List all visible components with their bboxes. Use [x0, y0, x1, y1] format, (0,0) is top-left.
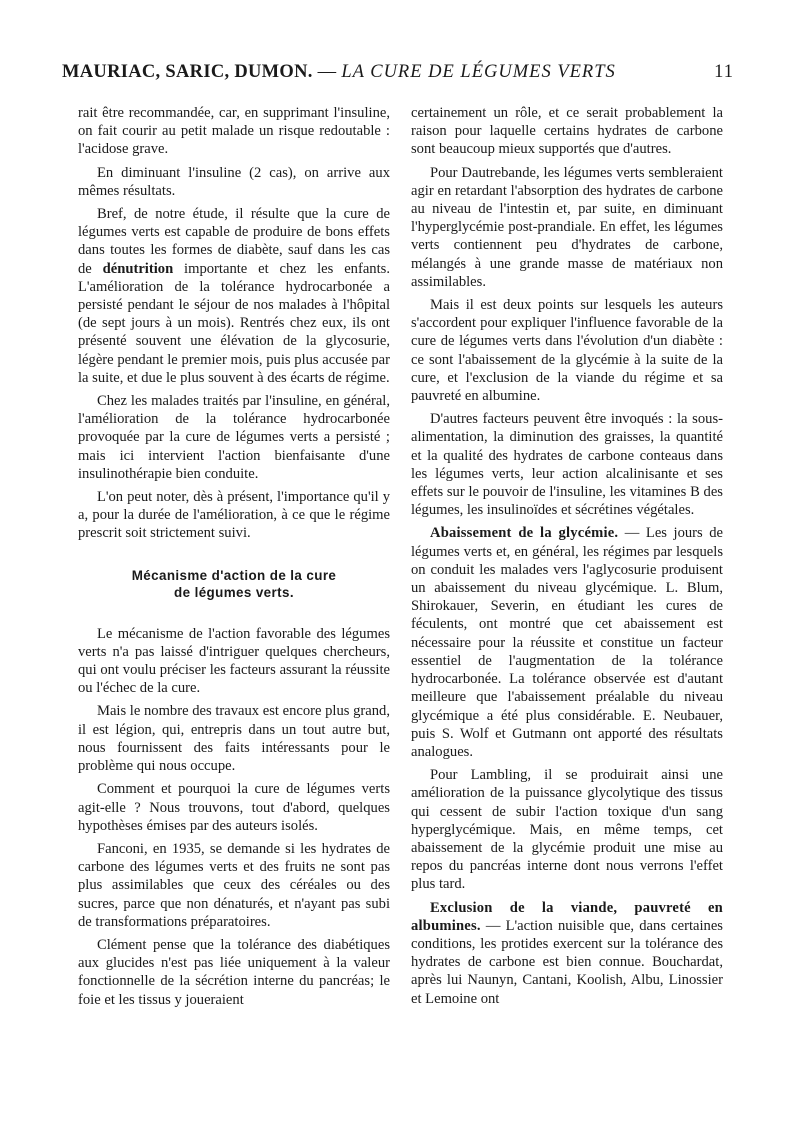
- paragraph-text: — Les jours de légumes verts et, en général, les régimes par lesquels on conduit les malades vers l'aglycosurie produisent un abaissement du niveau glycémique. L. Blum, Shirokauer, Severin, en étudiant les cures de féculents, ont montré que cet abaissement est nécessaire pour la réussite et constitue un facteur essentiel de l'augmentation de la tolérance hydrocarbonée. La tolérance observée est d'autant meilleure que l'abaissement préalable du niveau glycémique a été plus considérable. E. Neubauer, puis S. Wolf et Gutmann ont apporté des résultats analogues.: [411, 525, 723, 760]
- emphasis-text: dénutrition: [102, 260, 174, 277]
- paragraph: Clément pense que la tolérance des diabétiques aux glucides n'est pas liée uniquement à la valeur fonctionnelle de la sécrétion interne du pancréas; le foie et les tissus y joueraient: [78, 936, 390, 1008]
- left-column: [78, 104, 390, 1014]
- paragraph-text: importante et chez les enfants. L'amélioration de la tolérance hydrocarbonée a persisté pendant le séjour de nos malades à l'hôpital (de sept jours à un mois). Rentrés chez eux, ils ont présenté souvent une élévation de la glycosurie, légère pendant le premier mois, puis plus accusée par la suite, et due le plus souvent à des écarts de régime.: [78, 260, 390, 386]
- paragraph: Mais il est deux points sur lesquels les auteurs s'accordent pour expliquer l'influence favorable de la cure de légumes verts dans l'évolution d'un diabète : ce sont l'abaissement de la glycémie à la suite de la cure, et l'exclusion de la viande du régime et sa pauvreté en albumine.: [411, 297, 723, 405]
- paragraph-text: — L'action nuisible que, dans certaines conditions, les protides exercent sur la tolérance des hydrates de carbone est bien connue. Bouchardat, après lui Naunyn, Cantani, Koolish, Albu, Linossier et Lemoine ont: [411, 917, 723, 1007]
- header-authors: MAURIAC, SARIC, DUMON.: [62, 62, 313, 82]
- paragraph: [411, 899, 723, 1008]
- paragraph: Pour Dautrebande, les légumes verts sembleraient agir en retardant l'absorption des hydrates de carbone au niveau de l'intestin et, par suite, en diminuant l'hyperglycémie post-prandiale. En effet, les légumes verts contiennent peu d'hydrates de carbone, mélangés à une grande masse de matériaux non assimilables.: [411, 164, 723, 290]
- paragraph: certainement un rôle, et ce serait probablement la raison pour laquelle certains hydrates de carbone sont beaucoup mieux supportés que d'autres.: [411, 105, 723, 158]
- header-title: LA CURE DE LÉGUMES VERTS: [341, 62, 616, 82]
- paragraph: Mais le nombre des travaux est encore plus grand, il est légion, qui, entrepris dans un tout autre but, nous fournissent des faits intéressants pour le problème qui nous occupe.: [78, 703, 390, 775]
- header-separator: —: [312, 62, 342, 82]
- paragraph-text: Bref, de notre étude, il résulte que la cure de légumes verts est capable de produire de bons effets dans toutes les formes de diabète, sauf dans les cas de: [78, 206, 390, 277]
- paragraph: Comment et pourquoi la cure de légumes verts agit-elle ? Nous trouvons, tout d'abord, quelques hypothèses émises par des auteurs isolés.: [78, 781, 390, 834]
- paragraph: Fanconi, en 1935, se demande si les hydrates de carbone des légumes verts et des fruits ne sont pas plus assimilables que ceux des céréales ou des sucres, parce que non dénaturés, et n'ayant pas subi de transformations préparatoires.: [78, 840, 390, 930]
- paragraph: L'on peut noter, dès à présent, l'importance qu'il y a, pour la durée de l'amélioration, à ce que le régime prescrit soit strictement suivi.: [78, 489, 390, 542]
- run-in-heading: Exclusion de la viande, pauvreté en albumines.: [411, 899, 723, 934]
- paragraph: Chez les malades traités par l'insuline, en général, l'amélioration de la tolérance hydrocarbonée provoquée par la cure de légumes verts a persisté ; mais ici intervient l'action bienfaisante d'une insulinothérapie bien conduite.: [78, 393, 390, 482]
- section-heading-line: de légumes verts.: [174, 584, 294, 600]
- paragraph: En diminuant l'insuline (2 cas), on arrive aux mêmes résultats.: [78, 164, 390, 199]
- paragraph: Pour Lambling, il se produirait ainsi une amélioration de la puissance glycolytique des tissus qui cessent de subir l'action toxique d'un sang hyperglycémique. Mais, en même temps, cet abaissement de la glycémie produit une mise au repos du pancréas interne dont nous verrons l'effet plus tard.: [411, 767, 723, 893]
- run-in-heading: Abaissement de la glycémie.: [429, 525, 619, 542]
- paragraph: D'autres facteurs peuvent être invoqués : la sous-alimentation, la diminution des graisses, la quantité et la qualité des hydrates de carbone conteaus dans les légumes verts, leur action alcalinisante et ses effets sur le pouvoir de l'insuline, les vitamines B des légumes, les insulinoïdes et sécrétines végétales.: [411, 411, 723, 519]
- paragraph: [411, 524, 723, 761]
- paragraph: rait être recommandée, car, en supprimant l'insuline, on fait courir au petit malade un risque redoutable : l'acidose grave.: [78, 105, 390, 158]
- page-number: 11: [714, 62, 734, 82]
- paragraph: Le mécanisme de l'action favorable des légumes verts n'a pas laissé d'intriguer quelques chercheurs, qui ont voulu préciser les facteurs assurant la réussite ou l'échec de la cure.: [78, 625, 390, 697]
- running-header: [62, 62, 734, 92]
- paragraph: [78, 205, 390, 387]
- section-heading: [78, 567, 390, 601]
- section-heading-line: Mécanisme d'action de la cure: [131, 567, 337, 583]
- right-column: [411, 104, 723, 1013]
